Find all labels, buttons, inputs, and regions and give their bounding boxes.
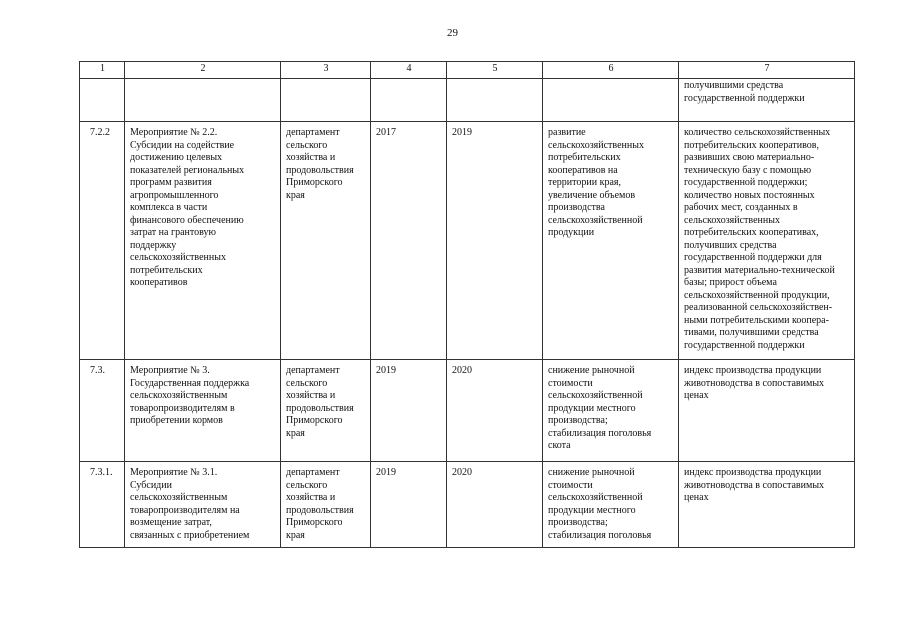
table-row-continuation: [80, 79, 855, 122]
header-col-6: 6: [543, 62, 679, 79]
cell-event: Мероприятие № 3.1. Субсидии сельскохозяйственным товаропроизводителям на возмещение затрат, связанных с приобретением: [125, 462, 281, 548]
header-col-4: 4: [371, 62, 447, 79]
cell-empty: [281, 79, 371, 122]
cell-empty: [371, 79, 447, 122]
table-row: [80, 462, 855, 548]
cell-start-year: 2017: [371, 122, 447, 360]
cell-result: снижение рыночной стоимости сельскохозяйственной продукции местного производства; стабилизация поголовья: [543, 462, 679, 548]
cell-result: развитие сельскохозяйственных потребительских кооперативов на территории края, увеличение объемов производства сельскохозяйственной продукции: [543, 122, 679, 360]
cell-empty: [80, 79, 125, 122]
cell-empty: [543, 79, 679, 122]
cell-start-year: 2019: [371, 462, 447, 548]
table-row: [80, 360, 855, 462]
cell-indicator: количество сельскохозяйственных потребительских кооперативов, развивших свою материально- техническую базу с помощью государственной поддержки; количество новых постоянных рабочих мест, созданных в сельскохозяйственных потребительских кооперативах, получивших средства государственной поддержки для развития материально-технической базы; прирост объема сельскохозяйственной продукции, реализованной сельскохозяйствен- ными потребительскими коопера- тивами, получившими средства государственной поддержки: [679, 122, 855, 360]
cell-event: Мероприятие № 3. Государственная поддержка сельскохозяйственным товаропроизводителям в приобретении кормов: [125, 360, 281, 462]
cell-end-year: 2020: [447, 462, 543, 548]
cell-executor: департамент сельского хозяйства и продовольствия Приморского края: [281, 462, 371, 548]
cell-indicator: получившими средства государственной поддержки: [679, 79, 855, 122]
cell-number: 7.2.2: [80, 122, 125, 360]
cell-start-year: 2019: [371, 360, 447, 462]
cell-number: 7.3.1.: [80, 462, 125, 548]
cell-executor: департамент сельского хозяйства и продовольствия Приморского края: [281, 122, 371, 360]
page-number: 29: [447, 27, 458, 39]
program-activities-table: [79, 61, 855, 548]
cell-empty: [447, 79, 543, 122]
header-col-7: 7: [679, 62, 855, 79]
cell-end-year: 2019: [447, 122, 543, 360]
cell-indicator: индекс производства продукции животноводства в сопоставимых ценах: [679, 360, 855, 462]
cell-executor: департамент сельского хозяйства и продовольствия Приморского края: [281, 360, 371, 462]
cell-indicator: индекс производства продукции животноводства в сопоставимых ценах: [679, 462, 855, 548]
cell-number: 7.3.: [80, 360, 125, 462]
cell-event: Мероприятие № 2.2. Субсидии на содействие достижению целевых показателей региональных программ развития агропромышленного комплекса в части финансового обеспечению затрат на грантовую поддержку сельскохозяйственных потребительских кооперативов: [125, 122, 281, 360]
header-col-3: 3: [281, 62, 371, 79]
cell-end-year: 2020: [447, 360, 543, 462]
cell-empty: [125, 79, 281, 122]
header-row: [80, 62, 855, 79]
header-col-5: 5: [447, 62, 543, 79]
table-row: [80, 122, 855, 360]
header-col-2: 2: [125, 62, 281, 79]
cell-result: снижение рыночной стоимости сельскохозяйственной продукции местного производства; стабилизация поголовья скота: [543, 360, 679, 462]
header-col-1: 1: [80, 62, 125, 79]
